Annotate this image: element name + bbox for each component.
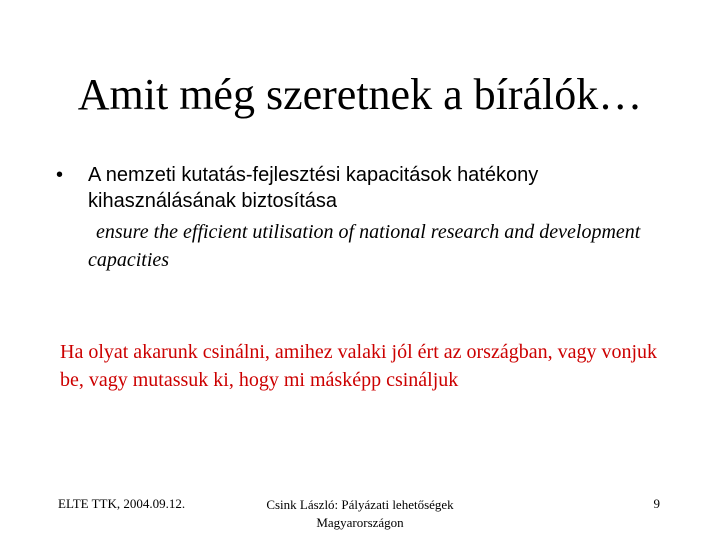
footer-author [240,496,480,532]
bullet-item [56,162,656,274]
bullet-translation [88,218,648,274]
page-number: 9 [653,496,660,511]
bullet-marker: • [56,164,64,186]
footer-date: ELTE TTK, 2004.09.12. [58,496,186,511]
footer-author-line1: Csink László: Pályázati lehetőségek [266,497,454,512]
slide-title: Amit még szeretnek a bírálók… [77,70,643,119]
bullet-text: A nemzeti kutatás-fejlesztési kapacitások hatékony kihasználásának biztosítása [88,164,539,212]
red-note: Ha olyat akarunk csinálni, amihez valaki jól ért az országban, vagy vonjuk be, vagy mutassuk ki, hogy mi másképp csináljuk [60,341,658,391]
bullet-translation-text: ensure the efficient utilisation of national research and development capacities [88,221,641,271]
footer-author-line2: Magyarországon [316,515,404,530]
